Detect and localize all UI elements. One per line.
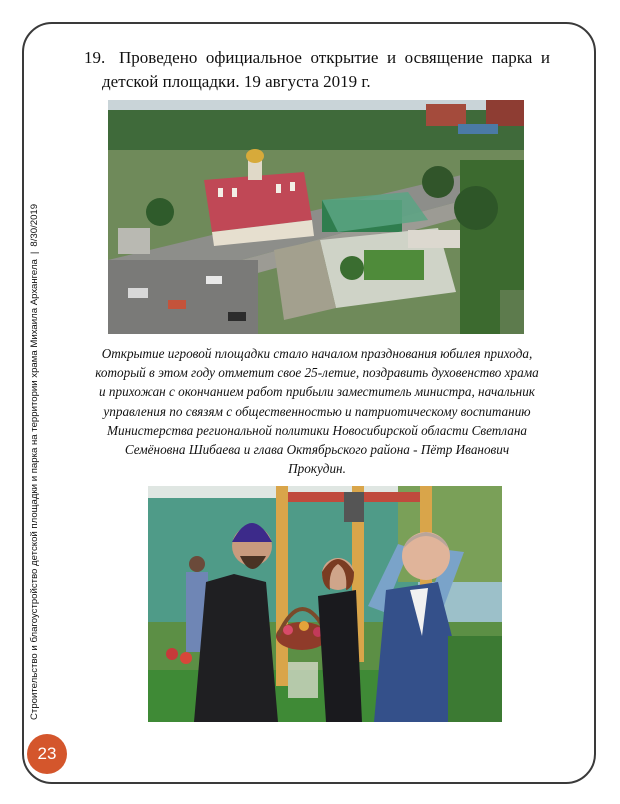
- sidebar-separator: |: [29, 251, 40, 255]
- sidebar-project-title: Строительство и благоустройство детской площадки и парка на территории храма Михаила Архангела: [29, 259, 40, 720]
- photo-caption: Открытие игровой площадки стало началом празднования юбилея прихода, который в этом году отметит свое 25-летие, поздравить духовенство храма и прихожан с окончанием работ прибыли заместитель министра, начальник управления по связям с общественностью и патриотическому воспитанию Министерства региональной политики Новосибирской области Светлана Семёновна Шибаева и глава Октябрьского района - Пётр Иванович Прокудин.: [95, 346, 539, 477]
- photo-opening-ceremony: [148, 486, 502, 722]
- page-number: 23: [37, 744, 57, 763]
- sidebar-date: 8/30/2019: [29, 203, 40, 247]
- item-text-line-2: детской площадки. 19 августа 2019 г.: [102, 72, 371, 91]
- item-text-line-1: Проведено официальное открытие и освящение парка и: [119, 48, 550, 67]
- item-number: 19.: [84, 48, 106, 67]
- sidebar-running-header: [26, 200, 44, 720]
- aerial-photo-church-park: [108, 100, 524, 334]
- page-number-badge: [27, 734, 67, 774]
